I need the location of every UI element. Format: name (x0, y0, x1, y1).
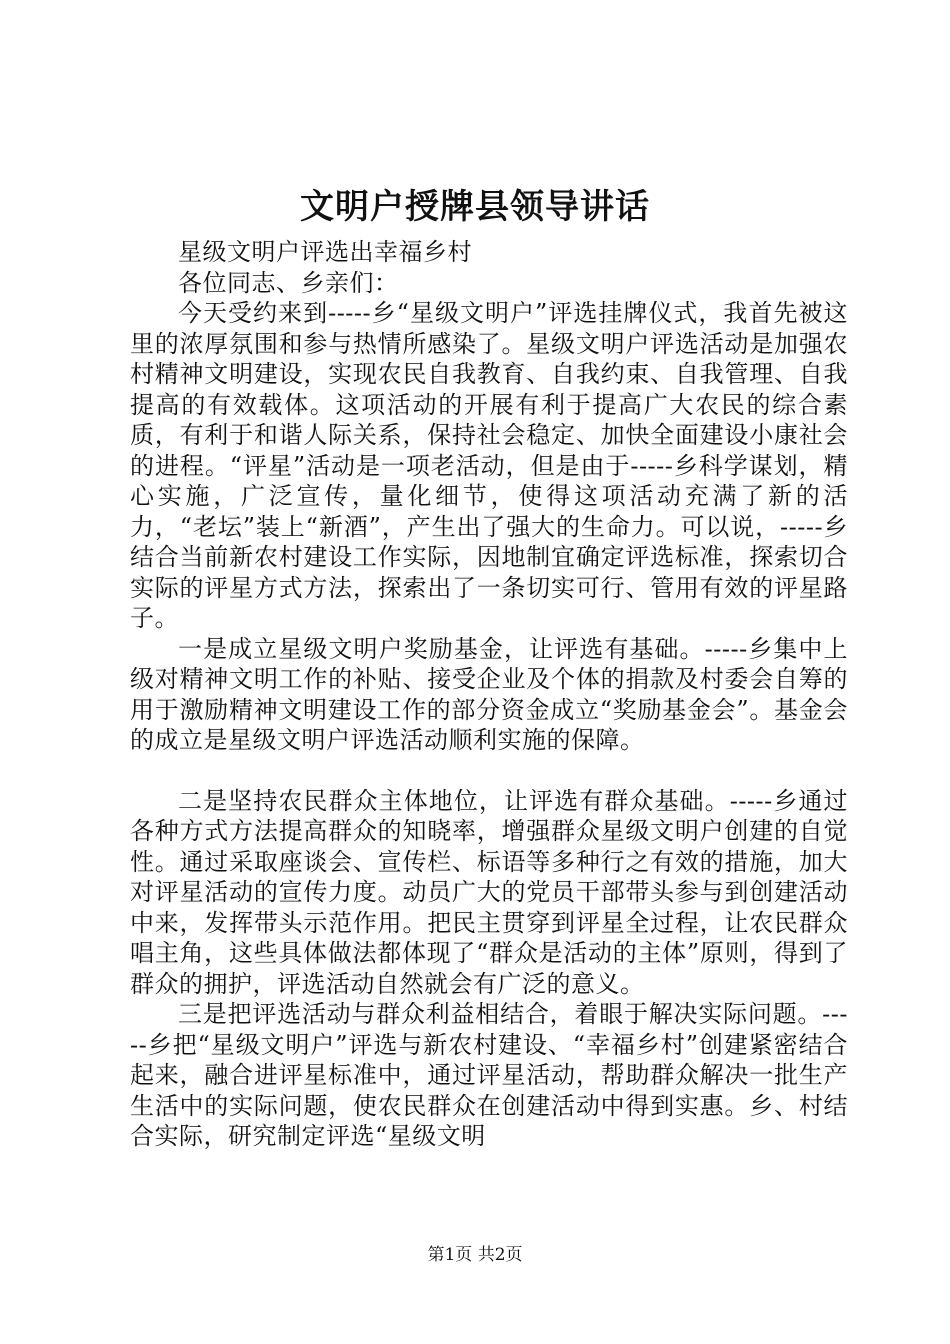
paragraph-intro: 今天受约来到-----乡“星级文明户”评选挂牌仪式，我首先被这里的浓厚氛围和参与热情所感染了。星级文明户评选活动是加强农村精神文明建设，实现农民自我教育、自我约束、自我管理、自我提高的有效载体。这项活动的开展有利于提高广大农民的综合素质，有利于和谐人际关系，保持社会稳定、加快全面建设小康社会的进程。“评星”活动是一项老活动，但是由于-----乡科学谋划，精心实施，广泛宣传，量化细节，使得这项活动充满了新的活力，“老坛”装上“新酒”，产生出了强大的生命力。可以说，-----乡结合当前新农村建设工作实际，因地制宜确定评选标准，探索切合实际的评星方式方法，探索出了一条切实可行、管用有效的评星路子。 (130, 299, 848, 632)
document-title: 文明户授牌县领导讲话 (300, 187, 650, 227)
paragraph-point-three: 三是把评选活动与群众利益相结合，着眼于解决实际问题。-----乡把“星级文明户”评选与新农村建设、“幸福乡村”创建紧密结合起来，融合进评星标准中，通过评星活动，帮助群众解决一批生产生活中的实际问题，使农民群众在创建活动中得到实惠。乡、村结合实际，研究制定评选“星级文明 (130, 1000, 848, 1150)
paragraph-point-two: 二是坚持农民群众主体地位，让评选有群众基础。-----乡通过各种方式方法提高群众的知晓率，增强群众星级文明户创建的自觉性。通过采取座谈会、宣传栏、标语等多种行之有效的措施，加大对评星活动的宣传力度。动员广大的党员干部带头参与到创建活动中来，发挥带头示范作用。把民主贯穿到评星全过程，让农民群众唱主角，这些具体做法都体现了“群众是活动的主体”原则，得到了群众的拥护，评选活动自然就会有广泛的意义。 (130, 786, 848, 998)
document-subtitle: 星级文明户评选出幸福乡村 (178, 238, 472, 266)
document-body (130, 237, 848, 1152)
page-indicator: 第1页 共2页 (427, 1245, 523, 1265)
salutation: 各位同志、乡亲们： (178, 268, 399, 297)
paragraph-point-one: 一是成立星级文明户奖励基金，让评选有基础。-----乡集中上级对精神文明工作的补贴、接受企业及个体的捐款及村委会自筹的用于激励精神文明建设工作的部分资金成立“奖励基金会”。基金会的成立是星级文明户评选活动顺利实施的保障。 (130, 634, 848, 754)
